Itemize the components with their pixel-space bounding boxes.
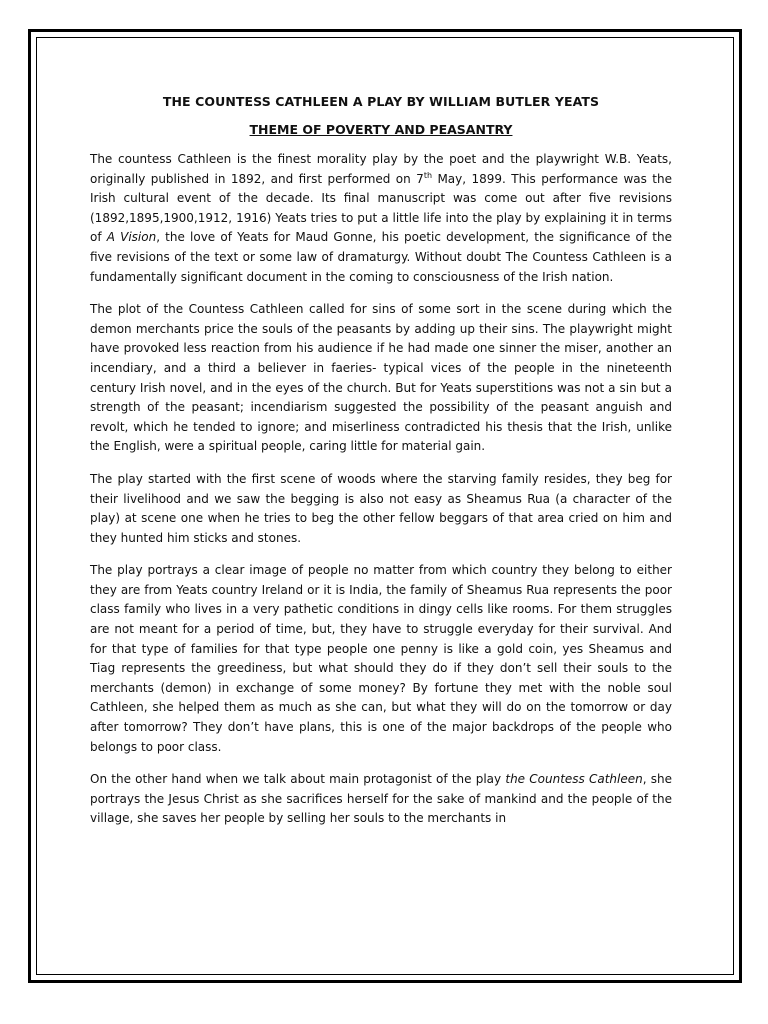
book-title-a-vision: A Vision — [106, 230, 157, 245]
paragraph-4: The play portrays a clear image of people no matter from which country they belong to either they are from Yeats country Ireland or it is India, the family of Sheamus Rua represents the poor class family who lives in a very pathetic conditions in dingy cells like rooms. For them struggles are not meant for a period of time, but, they have to struggle everyday for their survival. And for that type of families for that type people one penny is like a gold coin, yes Sheamus and Tiag represents the greediness, but what should they do if they don’t sell their souls to the merchants (demon) in exchange of some money? By fortune they met with the noble soul Cathleen, she helped them as much as she can, but what they will do on the tomorrow or day after tomorrow? They don’t have plans, this is one of the major backdrops of the people who belongs to poor class. — [90, 563, 672, 754]
paragraph-5-part-b: , she portrays the Jesus Christ as she sacrifices herself for the sake of mankind and the people of the village, she saves her people by selling her souls to the merchants in — [90, 772, 673, 826]
paragraph-1 — [90, 150, 672, 287]
ordinal-suffix: th — [423, 170, 433, 180]
paragraph-1-part-a: The countess Cathleen is the finest morality play by the poet and the playwright W.B. Yeats, originally published in 1892, and first performed on 7 — [90, 152, 672, 186]
paragraph-2: The plot of the Countess Cathleen called for sins of some sort in the scene during which the demon merchants price the souls of the peasants by adding up their sins. The playwright might have provoked less reaction from his audience if he had made one sinner the miser, another an incendiary, and a third a believer in faeries- typical vices of the people in the nineteenth century Irish novel, and in the eyes of the church. But for Yeats superstitions was not a sin but a strength of the peasant; incendiarism suggested the possibility of the peasant anguish and revolt, which he tended to ignore; and miserliness contradicted his thesis that the Irish, unlike the English, were a spiritual people, caring little for material gain. — [90, 302, 672, 454]
document-title: THE COUNTESS CATHLEEN A PLAY BY WILLIAM BUTLER YEATS — [162, 94, 600, 109]
paragraph-5-part-a: On the other hand when we talk about main protagonist of the play — [90, 772, 506, 787]
document-subtitle: THEME OF POVERTY AND PEASANTRY — [249, 122, 513, 137]
document-body — [90, 92, 672, 842]
paragraph-3: The play started with the first scene of woods where the starving family resides, they beg for their livelihood and we saw the begging is also not easy as Sheamus Rua (a character of the play) at scene one when he tries to beg the other fellow beggars of that area cried on him and they hunted him sticks and stones. — [90, 471, 672, 545]
play-title-countess-cathleen: the Countess Cathleen — [505, 772, 643, 787]
paragraph-1-part-c: , the love of Yeats for Maud Gonne, his poetic development, the significance of the five revisions of the text or some law of dramaturgy. Without doubt The Countess Cathleen is a fundamentally significant document in the coming to consciousness of the Irish nation. — [90, 230, 672, 284]
paragraph-5 — [90, 770, 672, 829]
paragraph-1-part-b: May, 1899. This performance was the Irish cultural event of the decade. Its final manuscript was come out after five revisions (1892,1895,1900,1912, 1916) Yeats tries to put a little life into the play by explaining it in terms of — [90, 171, 672, 245]
